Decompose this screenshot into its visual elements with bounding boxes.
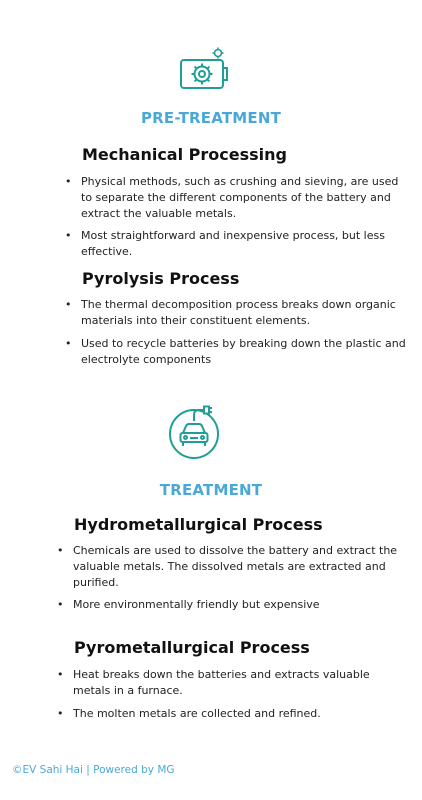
list-item [57, 667, 407, 699]
bullet-dot: • [65, 175, 72, 188]
treatment-title: TREATMENT [159, 481, 263, 499]
list-item [57, 543, 407, 591]
bullet-dot: • [57, 544, 64, 557]
bullet-dot: • [65, 337, 72, 350]
bullet-text: Heat breaks down the batteries and extracts valuable metals in a furnace. [73, 668, 370, 697]
electric-car-plug-icon [164, 403, 224, 463]
bullet-dot: • [65, 229, 72, 242]
battery-gear-icon [178, 46, 230, 92]
bullet-text: More environmentally friendly but expensive [73, 598, 320, 611]
pretreatment-title: PRE-TREATMENT [140, 109, 282, 127]
list-item [65, 174, 410, 222]
bullet-text: Most straightforward and inexpensive process, but less effective. [81, 229, 385, 258]
bullet-text: The molten metals are collected and refined. [73, 707, 321, 720]
list-item [57, 706, 407, 722]
list-item [65, 336, 410, 368]
bullet-dot: • [65, 298, 72, 311]
pyrometallurgical-process-heading: Pyrometallurgical Process [74, 638, 310, 657]
bullet-text: Used to recycle batteries by breaking down the plastic and electrolyte components [81, 337, 406, 366]
footer-credit: ©EV Sahi Hai | Powered by MG [12, 764, 175, 776]
list-item [57, 597, 407, 613]
bullet-dot: • [57, 668, 64, 681]
bullet-text: Chemicals are used to dissolve the battery and extract the valuable metals. The dissolved metals are extracted and purified. [73, 544, 398, 589]
bullet-dot: • [57, 707, 64, 720]
hydrometallurgical-process-heading: Hydrometallurgical Process [74, 515, 323, 534]
bullet-dot: • [57, 598, 64, 611]
pyrolysis-process-heading: Pyrolysis Process [82, 269, 240, 288]
list-item [65, 297, 410, 329]
bullet-text: The thermal decomposition process breaks down organic materials into their constituent elements. [81, 298, 396, 327]
list-item [65, 228, 410, 260]
bullet-text: Physical methods, such as crushing and sieving, are used to separate the different components of the battery and extract the valuable metals. [81, 175, 399, 220]
mechanical-processing-heading: Mechanical Processing [82, 145, 287, 164]
